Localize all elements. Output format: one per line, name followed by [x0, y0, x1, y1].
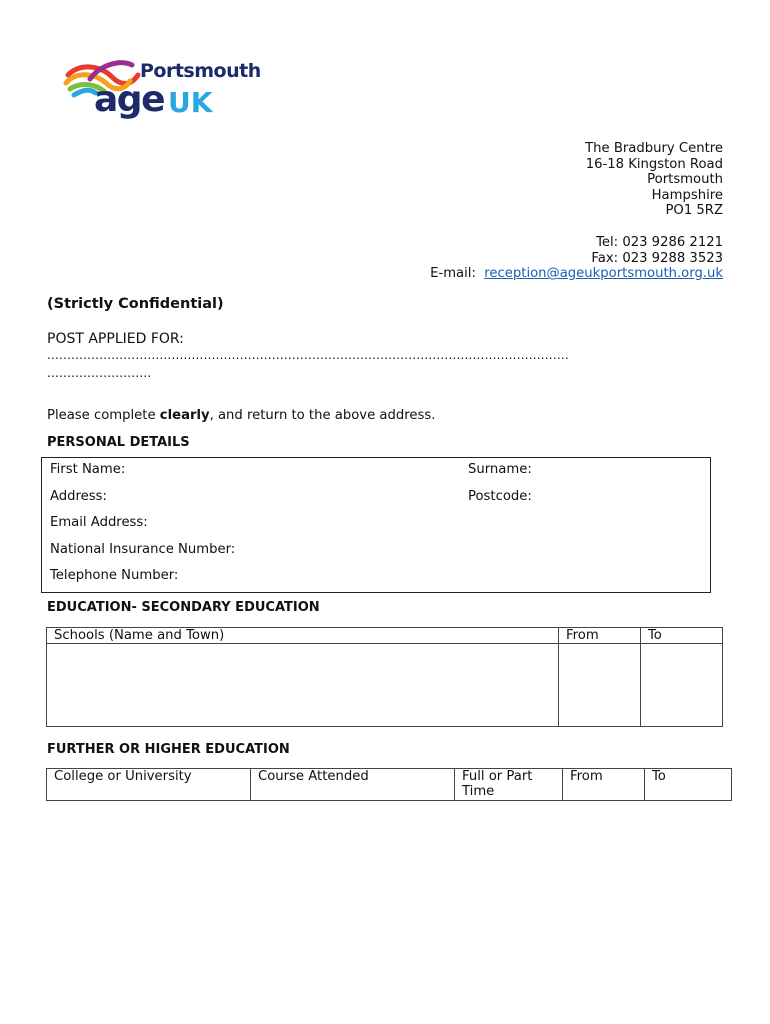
from-column-header: From [563, 769, 645, 801]
fax-line: Fax: 023 9288 3523 [591, 250, 723, 266]
table-row [47, 644, 723, 727]
telephone-number-field[interactable]: Telephone Number: [50, 568, 179, 583]
instruction-text [47, 408, 435, 423]
further-education-heading: FURTHER OR HIGHER EDUCATION [47, 742, 290, 757]
table-header-row [47, 628, 723, 644]
address-line-3: Portsmouth [647, 172, 723, 188]
national-insurance-field[interactable]: National Insurance Number: [50, 542, 236, 557]
secondary-education-table [46, 627, 723, 727]
email-address-field[interactable]: Email Address: [50, 515, 148, 530]
table-header-row [47, 769, 732, 801]
surname-field[interactable]: Surname: [468, 462, 532, 477]
college-column-header: College or University [47, 769, 251, 801]
to-column-header: To [645, 769, 732, 801]
first-name-field[interactable]: First Name: [50, 462, 126, 477]
confidential-heading: (Strictly Confidential) [47, 296, 224, 312]
to-cell[interactable] [641, 644, 723, 727]
address-field[interactable]: Address: [50, 489, 107, 504]
address-line-1: The Bradbury Centre [585, 141, 723, 156]
instruction-post: , and return to the above address. [209, 408, 436, 423]
address-line-4: Hampshire [651, 187, 723, 203]
personal-details-heading: PERSONAL DETAILS [47, 435, 190, 450]
from-cell[interactable] [559, 644, 641, 727]
instruction-bold: clearly [159, 408, 210, 423]
email-label: E-mail: [430, 266, 481, 282]
schools-column-header: Schools (Name and Town) [47, 628, 559, 644]
logo-uk-text: UK [168, 86, 213, 119]
address-block [430, 141, 723, 282]
address-line-2: 16-18 Kingston Road [585, 156, 723, 172]
course-column-header: Course Attended [251, 769, 455, 801]
instruction-pre: Please complete [47, 408, 160, 423]
post-applied-label: POST APPLIED FOR: [47, 331, 184, 347]
further-education-table [46, 768, 732, 801]
telephone-line: Tel: 023 9286 2121 [596, 234, 723, 250]
logo-age-text: age [94, 79, 164, 120]
postcode-field[interactable]: Postcode: [468, 489, 532, 504]
schools-cell[interactable] [47, 644, 559, 727]
email-link[interactable]: reception@ageukportsmouth.org.uk [484, 266, 723, 282]
personal-details-box [41, 457, 711, 593]
mode-column-header: Full or Part Time [455, 769, 563, 801]
logo-portsmouth-text: Portsmouth [140, 60, 261, 82]
age-uk-portsmouth-logo [60, 55, 260, 125]
email-line [430, 266, 723, 282]
post-applied-dots-line-2[interactable]: .......................... [47, 366, 152, 380]
address-line-5: PO1 5RZ [665, 203, 723, 219]
from-column-header: From [559, 628, 641, 644]
secondary-education-heading: EDUCATION- SECONDARY EDUCATION [47, 600, 320, 615]
to-column-header: To [641, 628, 723, 644]
post-applied-dots-line-1[interactable]: .................................................................................................................................. [47, 348, 569, 362]
